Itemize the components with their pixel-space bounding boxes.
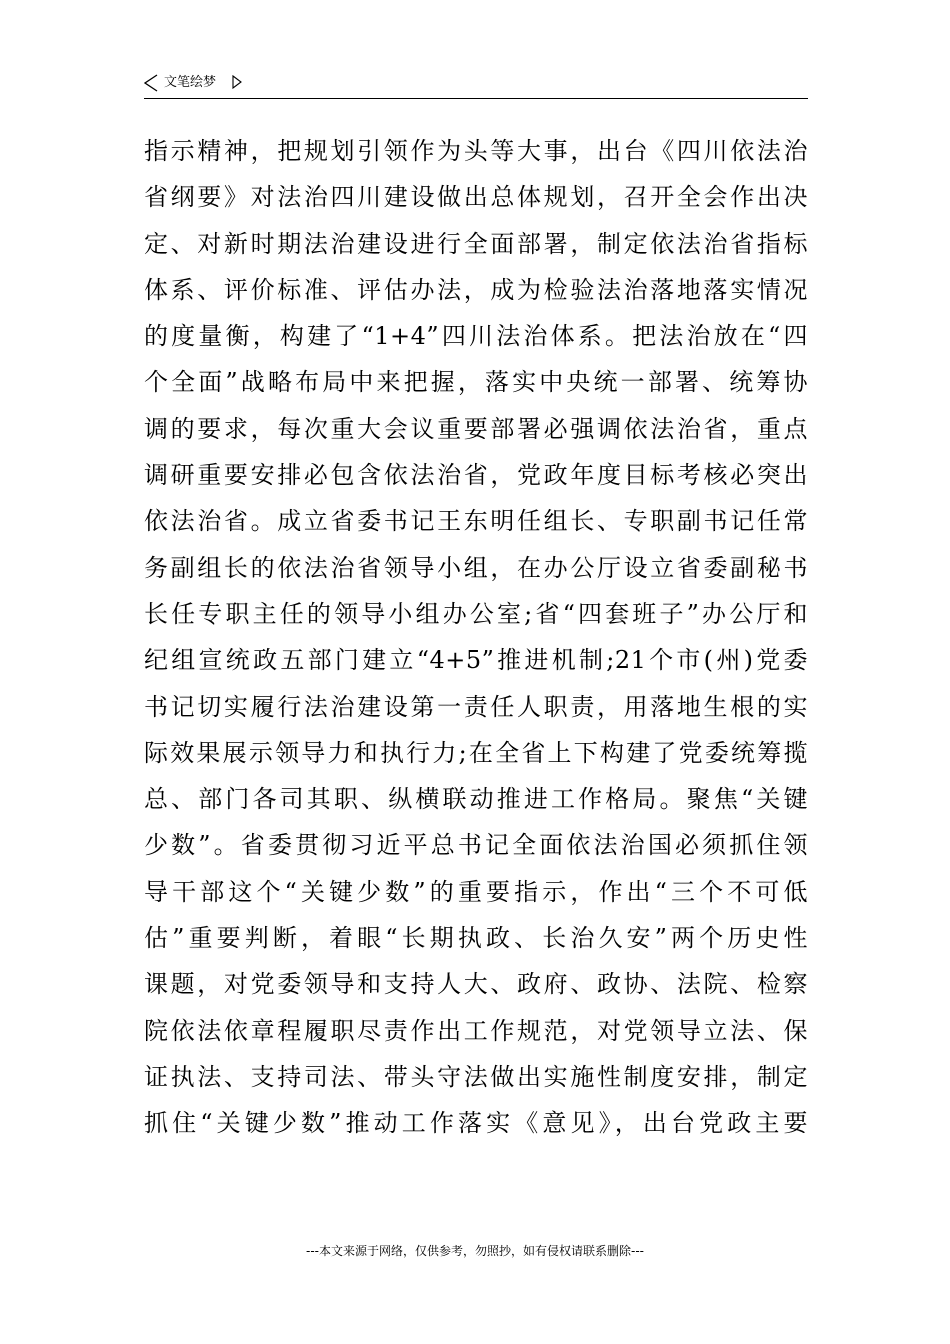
text-line: 调研重要安排必包含依法治省，党政年度目标考核必突出 <box>144 461 808 490</box>
triangle-right-icon <box>232 75 242 89</box>
text-line: 书记切实履行法治建设第一责任人职责，用落地生根的实 <box>144 692 808 721</box>
text-line: 务副组长的依法治省领导小组，在办公厅设立省委副秘书 <box>144 553 808 582</box>
footer-disclaimer: ---本文来源于网络，仅供参考，勿照抄，如有侵权请联系删除--- <box>306 1244 644 1258</box>
body-paragraph <box>144 128 808 1147</box>
text-line: 定、对新时期法治建设进行全面部署，制定依法治省指标 <box>144 229 808 258</box>
text-line: 院依法依章程履职尽责作出工作规范，对党领导立法、保 <box>144 1016 808 1045</box>
text-line: 导干部这个“关键少数”的重要指示，作出“三个不可低 <box>144 877 808 906</box>
text-line: 指示精神，把规划引领作为头等大事，出台《四川依法治 <box>144 137 808 165</box>
header-title: 文笔绘梦 <box>164 75 217 90</box>
text-line: 纪组宣统政五部门建立“4+5”推进机制;21个市(州)党委 <box>144 646 808 675</box>
triangle-left-icon <box>144 74 158 92</box>
text-line: 抓住“关键少数”推动工作落实《意见》，出台党政主要 <box>144 1109 808 1138</box>
text-line: 依法治省。成立省委书记王东明任组长、专职副书记任常 <box>144 507 808 536</box>
text-line: 总、部门各司其职、纵横联动推进工作格局。聚焦“关键 <box>144 785 808 814</box>
page-header <box>144 72 808 99</box>
text-line: 际效果展示领导力和执行力;在全省上下构建了党委统筹揽 <box>144 738 808 767</box>
text-line: 少数”。省委贯彻习近平总书记全面依法治国必须抓住领 <box>144 831 808 860</box>
text-line: 调的要求，每次重大会议重要部署必强调依法治省，重点 <box>144 414 808 443</box>
text-line: 课题，对党委领导和支持人大、政府、政协、法院、检察 <box>144 970 808 999</box>
text-line: 的度量衡，构建了“1+4”四川法治体系。把法治放在“四 <box>144 322 808 351</box>
text-line: 个全面”战略布局中来把握，落实中央统一部署、统筹协 <box>144 368 808 397</box>
text-line: 体系、评价标准、评估办法，成为检验法治落地落实情况 <box>144 275 808 304</box>
text-line: 证执法、支持司法、带头守法做出实施性制度安排，制定 <box>144 1062 808 1091</box>
text-line: 省纲要》对法治四川建设做出总体规划，召开全会作出决 <box>144 183 808 212</box>
text-line: 长任专职主任的领导小组办公室;省“四套班子”办公厅和 <box>144 599 808 628</box>
text-line: 估”重要判断，着眼“长期执政、长治久安”两个历史性 <box>144 924 808 953</box>
